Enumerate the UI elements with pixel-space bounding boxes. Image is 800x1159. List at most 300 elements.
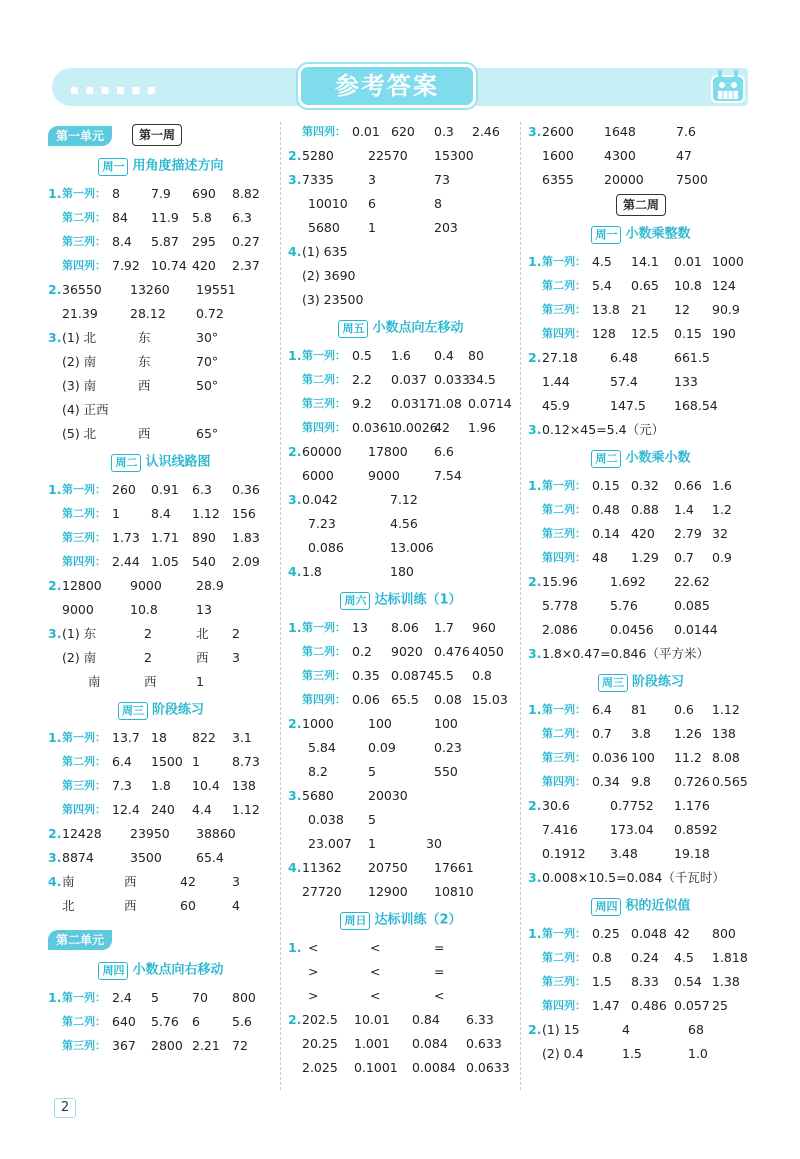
answer-value: 27.18 <box>542 350 578 365</box>
answer-value: 0.14 <box>592 526 620 541</box>
answer-value: 12 <box>674 302 690 317</box>
answer-value: 1 <box>196 674 204 689</box>
row-label: 第四列： <box>302 125 346 138</box>
answer-value: 0.36 <box>232 482 260 497</box>
answer-value: 8.33 <box>631 974 659 989</box>
question-number: 3. <box>288 788 302 803</box>
answer-value: 42 <box>434 420 450 435</box>
answer-value: 0.25 <box>592 926 620 941</box>
answer-row <box>528 570 754 594</box>
answer-value: 1000 <box>712 254 744 269</box>
answer-value: 3500 <box>130 850 162 865</box>
answer-value: 北 <box>196 626 209 641</box>
question-number: 3. <box>48 850 62 865</box>
answer-value: 42 <box>674 926 690 941</box>
answer-value: 203 <box>434 220 458 235</box>
answer-value: 156 <box>232 506 256 521</box>
row-label: 第四列： <box>302 693 346 706</box>
answer-row <box>288 240 514 264</box>
section-heading <box>48 694 274 726</box>
answer-value: 10.4 <box>192 778 220 793</box>
unit-badge: 第一单元 <box>48 126 112 146</box>
answer-value: 23950 <box>130 826 170 841</box>
question-number: 1. <box>48 482 62 497</box>
answer-row <box>48 598 274 622</box>
answer-value: 11.2 <box>674 750 702 765</box>
day-tag: 周日 <box>340 912 370 930</box>
answer-value: (3) 南 <box>62 378 97 393</box>
answer-value: 0.01 <box>352 124 380 139</box>
answer-row <box>288 880 514 904</box>
answer-value: 1.26 <box>674 726 702 741</box>
answer-value: 9000 <box>368 468 400 483</box>
answer-value: 128 <box>592 326 616 341</box>
answer-value: 2.2 <box>352 372 372 387</box>
answer-row <box>288 264 514 288</box>
answer-value: 4 <box>622 1022 630 1037</box>
answer-value: 13.006 <box>390 540 434 555</box>
answer-value: 8.73 <box>232 754 260 769</box>
question-number: 3. <box>528 422 542 437</box>
question-number: 1. <box>48 730 62 745</box>
answer-value: 1.8 <box>302 564 322 579</box>
answer-column-2 <box>288 120 514 1080</box>
unit-badge: 第二单元 <box>48 930 112 950</box>
row-label: 第四列： <box>62 803 106 816</box>
answer-value: 0.27 <box>232 234 260 249</box>
answer-value: 0.048 <box>631 926 667 941</box>
answer-value: 21 <box>631 302 647 317</box>
answer-value: 17800 <box>368 444 408 459</box>
section-title: 用角度描述方向 <box>132 158 224 174</box>
answer-value: 0.66 <box>674 478 702 493</box>
answer-value: 6.3 <box>192 482 212 497</box>
answer-value: 0.15 <box>674 326 702 341</box>
answer-row <box>288 984 514 1008</box>
answer-value: 5.778 <box>542 598 578 613</box>
answer-value: 2 <box>144 650 152 665</box>
answer-value: 2.44 <box>112 554 140 569</box>
week-badge: 第一周 <box>132 124 182 146</box>
answer-value: 100 <box>434 716 458 731</box>
answer-value: 168.54 <box>674 398 718 413</box>
row-label: 第三列： <box>62 779 106 792</box>
row-label: 第二列： <box>542 951 586 964</box>
answer-value: 36550 <box>62 282 102 297</box>
answer-value: 0.08 <box>434 692 462 707</box>
answer-value: 9000 <box>130 578 162 593</box>
answer-value: 0.486 <box>631 998 667 1013</box>
section-title: 小数乘整数 <box>625 226 691 242</box>
answer-value: 1.83 <box>232 530 260 545</box>
answer-value: 1.05 <box>151 554 179 569</box>
answer-value: 27720 <box>302 884 342 899</box>
answer-value: 1.4 <box>674 502 694 517</box>
answer-value: 0.1912 <box>542 846 586 861</box>
answer-value: 西 <box>138 378 151 393</box>
question-number: 1. <box>528 254 542 269</box>
answer-value: 20.25 <box>302 1036 338 1051</box>
answer-value: 100 <box>368 716 392 731</box>
answer-value: 6.3 <box>232 210 252 225</box>
answer-row <box>288 664 514 688</box>
question-number: 2. <box>528 1022 542 1037</box>
day-tag: 周四 <box>98 962 128 980</box>
answer-row <box>288 440 514 464</box>
question-number: 4. <box>48 874 62 889</box>
answer-row <box>288 616 514 640</box>
answer-value: 0.88 <box>631 502 659 517</box>
answer-row <box>48 526 274 550</box>
answer-value: 14.1 <box>631 254 659 269</box>
answer-value: 8.4 <box>151 506 171 521</box>
answer-value: 0.565 <box>712 774 748 789</box>
answer-value: 8874 <box>62 850 94 865</box>
answer-value: 11362 <box>302 860 342 875</box>
answer-value: 5 <box>368 812 376 827</box>
question-number: 1. <box>288 940 302 955</box>
answer-value: 10.74 <box>151 258 187 273</box>
answer-value: 10810 <box>434 884 474 899</box>
answer-value: 1.12 <box>192 506 220 521</box>
answer-row <box>48 254 274 278</box>
answer-value: 0.12×45=5.4（元） <box>542 422 665 437</box>
answer-value: 1600 <box>542 148 574 163</box>
answer-value: 1648 <box>604 124 636 139</box>
answer-value: 20030 <box>368 788 408 803</box>
answer-row <box>288 416 514 440</box>
answer-value: < <box>308 940 319 955</box>
answer-row <box>528 168 754 192</box>
answer-value: 822 <box>192 730 216 745</box>
row-label: 第二列： <box>62 211 106 224</box>
answer-row <box>528 394 754 418</box>
answer-row <box>48 846 274 870</box>
answer-value: 1.001 <box>354 1036 390 1051</box>
answer-value: 1.38 <box>712 974 740 989</box>
answer-value: 6.6 <box>434 444 454 459</box>
answer-value: 960 <box>472 620 496 635</box>
answer-value: 73 <box>434 172 450 187</box>
answer-value: (1) 635 <box>302 244 348 259</box>
answer-value: 0.0714 <box>468 396 512 411</box>
answer-value: 13.8 <box>592 302 620 317</box>
answer-value: 7.3 <box>112 778 132 793</box>
answer-row <box>288 736 514 760</box>
row-label: 第三列： <box>62 1039 106 1052</box>
answer-value: 13260 <box>130 282 170 297</box>
row-label: 第二列： <box>542 503 586 516</box>
answer-value: 30° <box>196 330 219 345</box>
row-label: 第三列： <box>542 303 586 316</box>
answer-value: 2 <box>144 626 152 641</box>
row-label: 第一列： <box>542 703 586 716</box>
answer-value: 1.692 <box>610 574 646 589</box>
answer-row <box>528 594 754 618</box>
row-label: 第一列： <box>62 187 106 200</box>
answer-value: 38860 <box>196 826 236 841</box>
answer-value: 0.084 <box>412 1036 448 1051</box>
question-number: 1. <box>288 348 302 363</box>
answer-row <box>48 326 274 350</box>
question-number: 3. <box>48 330 62 345</box>
answer-value: 0.033 <box>434 372 470 387</box>
answer-value: 50° <box>196 378 219 393</box>
answer-value: 1.8×0.47=0.846（平方米） <box>542 646 709 661</box>
answer-value: 0.06 <box>352 692 380 707</box>
answer-value: 72 <box>232 1038 248 1053</box>
answer-value: 9.2 <box>352 396 372 411</box>
answer-value: 4 <box>232 898 240 913</box>
answer-value: 西 <box>144 674 157 689</box>
answer-value: 6 <box>368 196 376 211</box>
answer-value: 138 <box>712 726 736 741</box>
row-label: 第二列： <box>62 507 106 520</box>
answer-value: 0.086 <box>308 540 344 555</box>
answer-value: 620 <box>391 124 415 139</box>
row-label: 第一列： <box>302 621 346 634</box>
answer-value: 173.04 <box>610 822 654 837</box>
answer-value: 81 <box>631 702 647 717</box>
question-number: 2. <box>288 1012 302 1027</box>
row-label: 第三列： <box>542 751 586 764</box>
question-number: 2. <box>288 716 302 731</box>
answer-value: 0.0317 <box>391 396 435 411</box>
answer-value: 2800 <box>151 1038 183 1053</box>
answer-value: 21.39 <box>62 306 98 321</box>
day-tag: 周三 <box>598 674 628 692</box>
answer-value: 65° <box>196 426 219 441</box>
answer-value: 5 <box>368 764 376 779</box>
answer-value: 2.09 <box>232 554 260 569</box>
answer-value: 0.54 <box>674 974 702 989</box>
question-number: 3. <box>528 870 542 885</box>
row-label: 第二列： <box>302 373 346 386</box>
answer-value: 20750 <box>368 860 408 875</box>
answer-value: 8.2 <box>308 764 328 779</box>
answer-row <box>48 1010 274 1034</box>
answer-row <box>48 550 274 574</box>
answer-row <box>528 418 754 442</box>
answer-value: 10.01 <box>354 1012 390 1027</box>
answer-value: 0.0456 <box>610 622 654 637</box>
answer-value: 1 <box>192 754 200 769</box>
answer-row <box>528 746 754 770</box>
answer-row <box>528 866 754 890</box>
answer-value: 西 <box>124 898 137 913</box>
answer-row <box>48 894 274 918</box>
answer-row <box>288 344 514 368</box>
answer-row <box>48 574 274 598</box>
answer-value: 1500 <box>151 754 183 769</box>
answer-value: 12800 <box>62 578 102 593</box>
answer-value: (1) 东 <box>62 626 97 641</box>
section-heading <box>528 218 754 250</box>
answer-value: 4.56 <box>390 516 418 531</box>
answer-row <box>528 698 754 722</box>
answer-row <box>288 560 514 584</box>
answer-value: (1) 北 <box>62 330 97 345</box>
answer-value: 2.086 <box>542 622 578 637</box>
answer-value: 0.8 <box>592 950 612 965</box>
answer-value: 10.8 <box>130 602 158 617</box>
answer-value: 0.5 <box>352 348 372 363</box>
answer-value: (5) 北 <box>62 426 97 441</box>
answer-value: 1.6 <box>712 478 732 493</box>
answer-value: 32 <box>712 526 728 541</box>
row-label: 第二列： <box>302 645 346 658</box>
answer-value: 295 <box>192 234 216 249</box>
answer-value: 23.007 <box>308 836 352 851</box>
answer-value: 138 <box>232 778 256 793</box>
row-label: 第一列： <box>62 991 106 1004</box>
answer-value: 0.91 <box>151 482 179 497</box>
answer-value: 22570 <box>368 148 408 163</box>
answer-value: 1.5 <box>622 1046 642 1061</box>
answer-value: 0.8 <box>472 668 492 683</box>
row-label: 第二列： <box>62 1015 106 1028</box>
answer-value: 北 <box>62 898 75 913</box>
day-tag: 周三 <box>118 702 148 720</box>
answer-row <box>48 726 274 750</box>
answer-value: 12.4 <box>112 802 140 817</box>
answer-value: 3 <box>232 874 240 889</box>
answer-value: 2.37 <box>232 258 260 273</box>
answer-value: 12.5 <box>631 326 659 341</box>
question-number: 3. <box>528 646 542 661</box>
answer-value: 2 <box>232 626 240 641</box>
answer-value: 15300 <box>434 148 474 163</box>
answer-value: 68 <box>688 1022 704 1037</box>
answer-value: 0.085 <box>674 598 710 613</box>
answer-value: < <box>434 988 445 1003</box>
question-number: 2. <box>48 282 62 297</box>
row-label: 第二列： <box>542 727 586 740</box>
robot-icon <box>708 68 748 108</box>
row-label: 第三列： <box>302 397 346 410</box>
answer-value: 3.8 <box>631 726 651 741</box>
answer-row <box>48 670 274 694</box>
answer-row <box>48 302 274 326</box>
question-number: 2. <box>48 578 62 593</box>
answer-value: 19.18 <box>674 846 710 861</box>
answer-value: 1.5 <box>592 974 612 989</box>
answer-value: 550 <box>434 764 458 779</box>
row-label: 第一列： <box>62 483 106 496</box>
answer-value: 7500 <box>676 172 708 187</box>
answer-row <box>528 522 754 546</box>
answer-value: 0.48 <box>592 502 620 517</box>
row-label: 第四列： <box>542 999 586 1012</box>
answer-value: 2.46 <box>472 124 500 139</box>
answer-value: 0.34 <box>592 774 620 789</box>
answer-value: 西 <box>124 874 137 889</box>
question-number: 3. <box>288 172 302 187</box>
answer-row <box>528 970 754 994</box>
answer-row <box>48 350 274 374</box>
answer-value: 1000 <box>302 716 334 731</box>
section-heading <box>288 904 514 936</box>
question-number: 1. <box>528 478 542 493</box>
answer-value: 800 <box>232 990 256 1005</box>
answer-value: 15.96 <box>542 574 578 589</box>
answer-value: 南 <box>88 674 101 689</box>
answer-value: 60 <box>180 898 196 913</box>
answer-value: 5.8 <box>192 210 212 225</box>
answer-value: 4.5 <box>674 950 694 965</box>
answer-value: 6 <box>192 1014 200 1029</box>
column-divider <box>520 122 521 1090</box>
row-label: 第四列： <box>542 551 586 564</box>
answer-value: 3 <box>232 650 240 665</box>
answer-row <box>288 368 514 392</box>
page-title: 参考答案 <box>298 64 476 108</box>
answer-value: 0.042 <box>302 492 338 507</box>
answer-row <box>48 398 274 422</box>
answer-value: 东 <box>138 354 151 369</box>
answer-value: 0.633 <box>466 1036 502 1051</box>
answer-value: 22.62 <box>674 574 710 589</box>
question-number: 2. <box>288 148 302 163</box>
question-number: 2. <box>528 574 542 589</box>
answer-value: 8.08 <box>712 750 740 765</box>
answer-value: 5680 <box>308 220 340 235</box>
answer-value: 80 <box>468 348 484 363</box>
row-label: 第三列： <box>302 669 346 682</box>
answer-row <box>288 488 514 512</box>
answer-value: 2600 <box>542 124 574 139</box>
answer-value: 1 <box>112 506 120 521</box>
answer-row <box>288 640 514 664</box>
answer-value: 0.008×10.5=0.084（千瓦时） <box>542 870 725 885</box>
unit-header <box>48 120 274 150</box>
answer-value: 84 <box>112 210 128 225</box>
answer-value: (2) 0.4 <box>542 1046 584 1061</box>
question-number: 2. <box>528 350 542 365</box>
day-tag: 周六 <box>340 592 370 610</box>
row-label: 第二列： <box>62 755 106 768</box>
answer-value: 15.03 <box>472 692 508 707</box>
answer-value: 70 <box>192 990 208 1005</box>
answer-value: 6355 <box>542 172 574 187</box>
answer-value: 12428 <box>62 826 102 841</box>
unit-header <box>48 924 274 954</box>
answer-row <box>288 784 514 808</box>
answer-row <box>288 712 514 736</box>
answer-value: 5.76 <box>151 1014 179 1029</box>
answer-value: 13 <box>352 620 368 635</box>
question-number: 3. <box>528 124 542 139</box>
section-heading <box>48 446 274 478</box>
answer-value: 1.71 <box>151 530 179 545</box>
answer-value: 7.9 <box>151 186 171 201</box>
answer-value: 147.5 <box>610 398 646 413</box>
answer-row <box>528 546 754 570</box>
answer-value: 45.9 <box>542 398 570 413</box>
answer-value: 28.9 <box>196 578 224 593</box>
answer-row <box>48 798 274 822</box>
answer-value: 2.21 <box>192 1038 220 1053</box>
answer-row <box>288 144 514 168</box>
answer-row <box>528 144 754 168</box>
answer-row <box>288 512 514 536</box>
answer-value: 0.65 <box>631 278 659 293</box>
answer-row <box>288 1056 514 1080</box>
answer-value: 0.2 <box>352 644 372 659</box>
answer-value: 5 <box>151 990 159 1005</box>
answer-value: 0.0026 <box>394 420 438 435</box>
answer-value: 0.0361 <box>352 420 396 435</box>
